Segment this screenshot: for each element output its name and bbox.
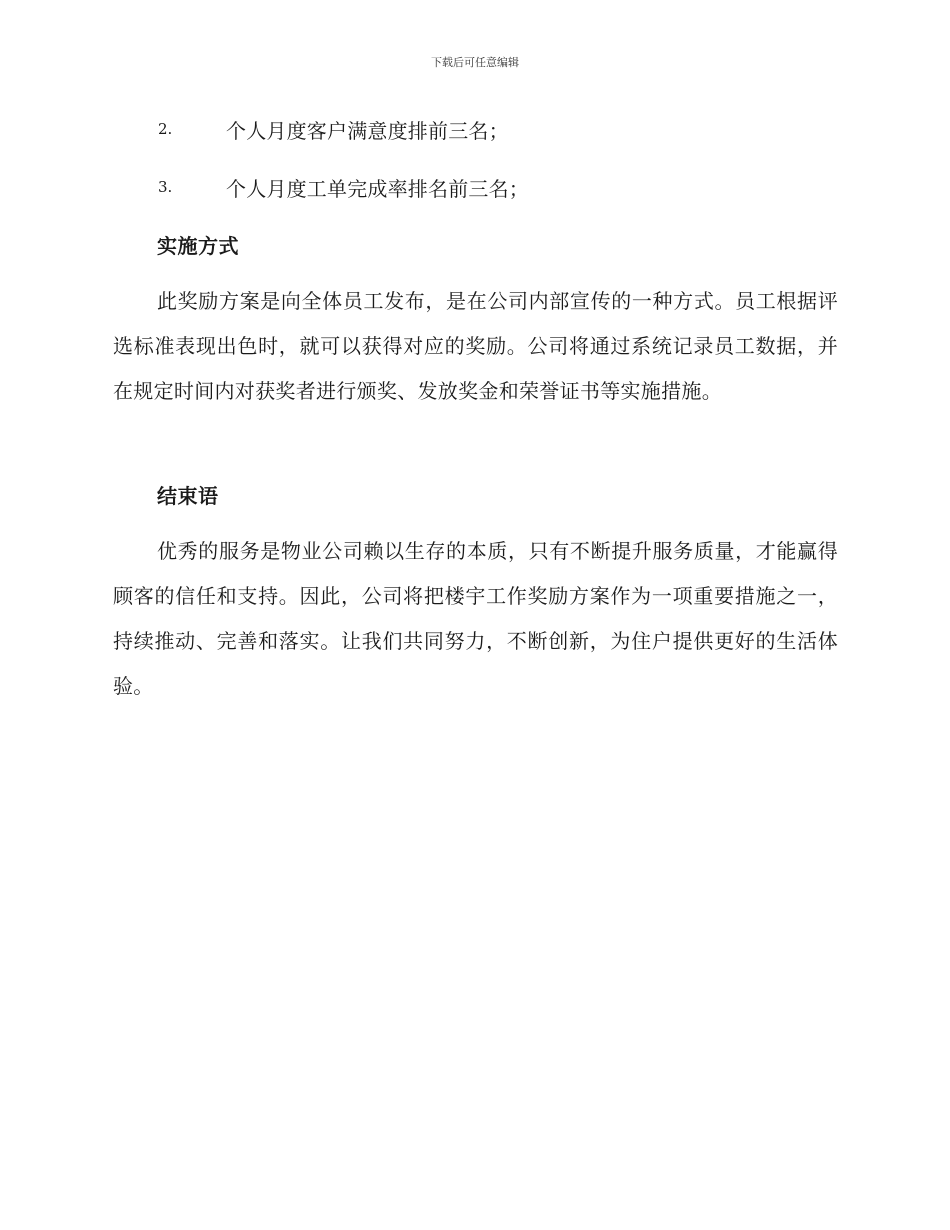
list-item-number: 2. — [158, 120, 173, 138]
list-item — [158, 114, 509, 144]
list-item-text: 个人月度客户满意度排前三名； — [226, 118, 509, 143]
list-item-text: 个人月度工单完成率排名前三名； — [226, 176, 529, 201]
list-item — [158, 172, 529, 202]
section-paragraph-implementation: 此奖励方案是向全体员工发布，是在公司内部宣传的一种方式。员工根据评选标准表现出色时，就可以获得对应的奖励。公司将通过系统记录员工数据，并在规定时间内对获奖者进行颁奖、发放奖金和荣誉证书等实施措施。 — [113, 289, 838, 403]
section-paragraph-conclusion: 优秀的服务是物业公司赖以生存的本质，只有不断提升服务质量，才能赢得顾客的信任和支持。因此，公司将把楼宇工作奖励方案作为一项重要措施之一，持续推动、完善和落实。让我们共同努力，不断创新，为住户提供更好的生活体验。 — [113, 539, 838, 698]
page-header: 下载后可任意编辑 — [431, 56, 519, 69]
section-heading-implementation: 实施方式 — [157, 234, 239, 258]
list-item-number: 3. — [158, 178, 173, 196]
section-heading-conclusion: 结束语 — [157, 484, 219, 508]
